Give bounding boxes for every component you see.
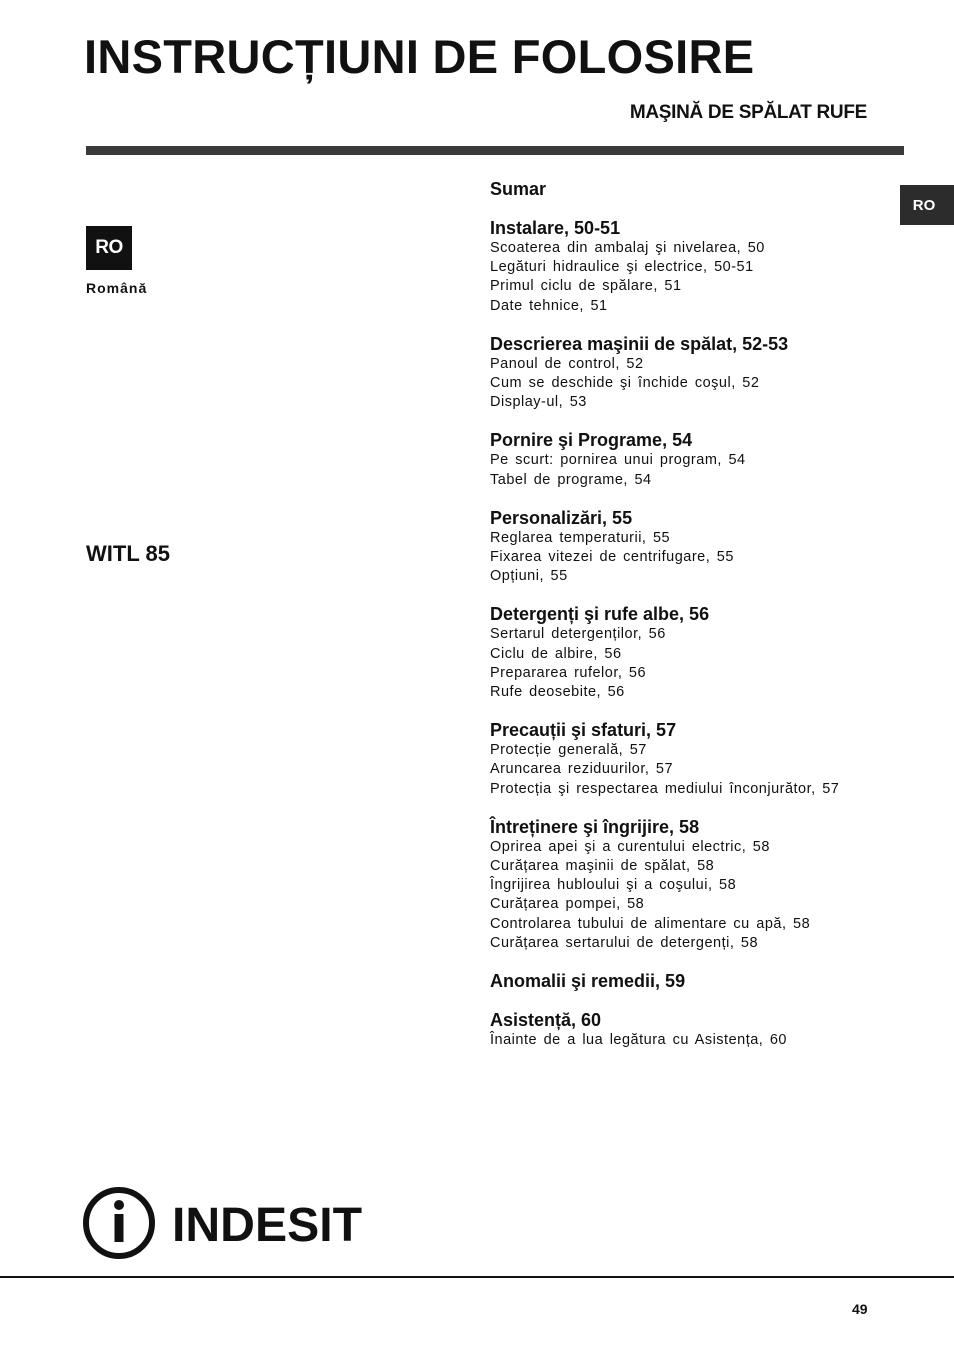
toc-item: Curățarea maşinii de spălat, 58 [490,858,715,875]
toc-item: Reglarea temperaturii, 55 [490,529,671,546]
language-badge: RO [86,226,132,270]
toc-section [490,429,900,489]
toc-section [490,1009,900,1050]
toc-item: Cum se deschide şi închide coşul, 52 [490,375,760,392]
toc-sections [490,217,900,1050]
toc-section-title: Precauții şi sfaturi, 57 [490,720,677,741]
model-name: WITL 85 [86,541,170,566]
toc-item: Prepararea rufelor, 56 [490,664,647,681]
table-of-contents [490,178,900,1067]
toc-item: Tabel de programe, 54 [490,471,652,488]
toc-item: Înainte de a lua legătura cu Asistența, 60 [490,1032,787,1049]
page-subtitle: MAŞINĂ DE SPĂLAT RUFE [629,102,867,123]
toc-item: Ciclu de albire, 56 [490,645,622,662]
toc-item: Display-ul, 53 [490,394,587,411]
toc-section-title: Întreținere şi îngrijire, 58 [490,816,700,837]
language-name: Română [86,280,148,296]
page-number: 49 [852,1301,868,1317]
toc-item: Rufe deosebite, 56 [490,684,625,701]
toc-item: Date tehnice, 51 [490,297,608,314]
toc-item: Fixarea vitezei de centrifugare, 55 [490,549,734,566]
toc-section-title: Pornire şi Programe, 54 [490,430,693,451]
brand-logo [80,1184,370,1262]
toc-section-title: Personalizări, 55 [490,507,633,528]
toc-section [490,816,900,953]
toc-section [490,603,900,702]
toc-section-title: Instalare, 50-51 [490,218,621,238]
language-side-tab: RO [900,185,954,225]
indesit-logo-icon [80,1184,370,1262]
toc-section-title: Descrierea maşinii de spălat, 52-53 [490,333,789,354]
toc-section-title: Detergenți şi rufe albe, 56 [490,604,710,625]
toc-heading: Sumar [490,179,547,199]
toc-item: Protecția şi respectarea mediului înconjurător, 57 [490,780,840,797]
toc-section-title: Anomalii şi remedii, 59 [490,971,686,992]
toc-item: Scoaterea din ambalaj şi nivelarea, 50 [490,240,765,256]
toc-item: Panoul de control, 52 [490,355,644,372]
toc-item: Opțiuni, 55 [490,568,568,585]
toc-item: Curățarea sertarului de detergenți, 58 [490,934,759,951]
toc-section [490,719,900,799]
logo-wordmark: INDESIT [172,1199,362,1252]
page-title: INSTRUCȚIUNI DE FOLOSIRE [84,30,755,83]
toc-section [490,507,900,587]
toc-section [490,217,900,316]
toc-item: Primul ciclu de spălare, 51 [490,278,682,295]
toc-item: Aruncarea reziduurilor, 57 [490,761,674,778]
toc-item: Protecție generală, 57 [490,742,647,759]
toc-section-title: Asistență, 60 [490,1010,602,1031]
toc-item: Legături hidraulice şi electrice, 50-51 [490,259,754,276]
toc-item: Controlarea tubului de alimentare cu apă, 58 [490,915,811,932]
toc-section [490,333,900,413]
toc-item: Pe scurt: pornirea unui program, 54 [490,452,746,469]
toc-section [490,970,900,992]
toc-item: Îngrijirea hubloului şi a coşului, 58 [490,877,737,894]
toc-item: Oprirea apei şi a curentului electric, 58 [490,838,770,855]
toc-item: Curățarea pompei, 58 [490,896,645,913]
header-divider [86,146,904,155]
toc-item: Sertarul detergenților, 56 [490,626,666,643]
footer-divider [0,1276,954,1278]
